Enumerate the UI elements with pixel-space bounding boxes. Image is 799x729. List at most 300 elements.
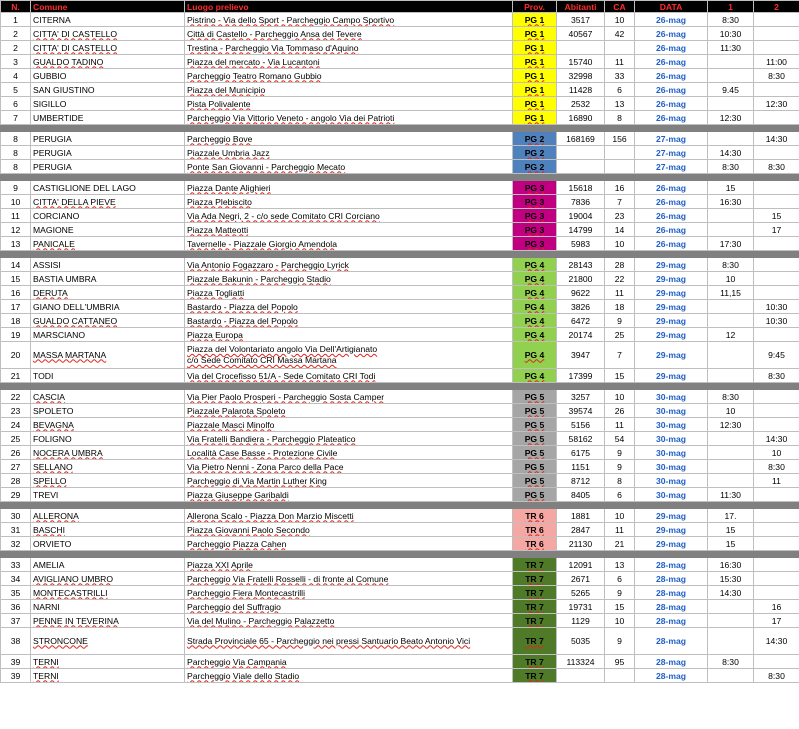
cell-n <box>1 628 31 655</box>
cell-prov-text: TR 7 <box>525 587 544 598</box>
cell-n-text: 16 <box>10 287 21 298</box>
col-header-prov: Prov. <box>513 1 557 13</box>
cell-data <box>635 160 708 174</box>
cell-comune-text: NARNI <box>33 601 60 612</box>
cell-comune <box>31 390 185 404</box>
cell-abitanti-text: 6175 <box>570 447 591 458</box>
cell-prov-text: PG 4 <box>524 273 545 284</box>
cell-n <box>1 69 31 83</box>
cell-ca <box>605 669 635 683</box>
cell-data-text: 28-mag <box>655 615 687 626</box>
cell-data-text: 26-mag <box>655 182 687 193</box>
cell-n-text: 3 <box>13 56 18 67</box>
cell-prov <box>513 146 557 160</box>
cell-abitanti-text: 15740 <box>568 56 593 67</box>
cell-luogo-text: Via Antonio Fogazzaro - Parcheggio Lyrick <box>187 259 349 270</box>
cell-n-text: 21 <box>10 370 21 381</box>
cell-prov <box>513 446 557 460</box>
cell-ca-text: 10 <box>614 510 625 521</box>
cell-time-1 <box>708 223 754 237</box>
cell-time-2-text: 11:00 <box>766 56 787 67</box>
table-row <box>1 55 799 69</box>
cell-prov-text: PG 5 <box>524 489 545 500</box>
cell-time-2 <box>754 237 799 251</box>
cell-luogo <box>185 404 513 418</box>
table-row <box>1 195 799 209</box>
cell-ca-text: 9 <box>617 447 622 458</box>
cell-data <box>635 669 708 683</box>
cell-luogo-text: Via del Crocefisso 51/A - Sede Comitato CRI Todi <box>187 370 376 381</box>
cell-comune-text: CASCIA <box>33 391 65 402</box>
cell-comune-text: ORVIETO <box>33 538 72 549</box>
cell-time-2 <box>754 55 799 69</box>
cell-abitanti-text: 3257 <box>570 391 591 402</box>
cell-time-2 <box>754 655 799 669</box>
cell-ca-text: 9 <box>617 587 622 598</box>
cell-ca <box>605 390 635 404</box>
cell-time-1 <box>708 97 754 111</box>
cell-abitanti-text: 19731 <box>568 601 593 612</box>
cell-time-1-text: 14:30 <box>719 147 742 158</box>
cell-time-1-text: 12 <box>725 329 736 340</box>
cell-data-text: 29-mag <box>655 524 687 535</box>
cell-prov <box>513 97 557 111</box>
cell-abitanti <box>557 111 605 125</box>
cell-data-text: 26-mag <box>655 112 687 123</box>
cell-time-1-text: 10 <box>725 273 736 284</box>
cell-ca <box>605 460 635 474</box>
cell-comune-text: CASTIGLIONE DEL LAGO <box>33 182 136 193</box>
cell-time-2-text: 8:30 <box>768 461 785 472</box>
table-row <box>1 300 799 314</box>
cell-n <box>1 488 31 502</box>
cell-ca-text: 14 <box>614 224 625 235</box>
cell-time-1-text: 15 <box>725 538 736 549</box>
table-row <box>1 600 799 614</box>
cell-time-1 <box>708 13 754 27</box>
cell-prov-text: PG 3 <box>524 224 545 235</box>
cell-time-2-text: 17 <box>771 615 782 626</box>
cell-ca <box>605 111 635 125</box>
cell-prov <box>513 132 557 146</box>
cell-comune-text: TERNI <box>33 670 59 681</box>
cell-time-1 <box>708 572 754 586</box>
cell-data <box>635 369 708 383</box>
cell-data-text: 28-mag <box>655 601 687 612</box>
cell-time-1-text: 11,15 <box>720 287 741 298</box>
cell-time-1-text: 11:30 <box>720 489 741 500</box>
cell-abitanti <box>557 418 605 432</box>
cell-data <box>635 572 708 586</box>
cell-abitanti <box>557 586 605 600</box>
cell-prov <box>513 342 557 369</box>
cell-comune <box>31 41 185 55</box>
table-row <box>1 41 799 55</box>
cell-abitanti-text: 5156 <box>570 419 591 430</box>
cell-ca-text: 13 <box>614 559 625 570</box>
table-row <box>1 69 799 83</box>
cell-n-text: 39 <box>10 656 21 667</box>
table-row <box>1 146 799 160</box>
cell-time-2-text: 8:30 <box>768 161 785 172</box>
cell-ca <box>605 328 635 342</box>
cell-prov <box>513 160 557 174</box>
cell-time-2-text: 14:30 <box>765 133 788 144</box>
table-body <box>1 13 799 683</box>
cell-comune <box>31 418 185 432</box>
col-header-comune: Comune <box>31 1 185 13</box>
cell-luogo <box>185 342 513 369</box>
cell-time-2 <box>754 614 799 628</box>
cell-ca <box>605 572 635 586</box>
cell-n-text: 38 <box>10 635 21 646</box>
table-row <box>1 572 799 586</box>
cell-abitanti-text: 15618 <box>568 182 593 193</box>
cell-data-text: 29-mag <box>655 329 687 340</box>
cell-abitanti <box>557 460 605 474</box>
cell-prov-text: PG 5 <box>524 461 545 472</box>
table-row <box>1 655 799 669</box>
cell-time-1 <box>708 369 754 383</box>
cell-abitanti <box>557 41 605 55</box>
cell-prov <box>513 390 557 404</box>
cell-n <box>1 446 31 460</box>
cell-time-1 <box>708 55 754 69</box>
cell-luogo <box>185 537 513 551</box>
cell-ca <box>605 628 635 655</box>
cell-abitanti <box>557 537 605 551</box>
cell-prov-text: PG 3 <box>524 182 545 193</box>
cell-abitanti <box>557 432 605 446</box>
cell-ca-text: 9 <box>617 461 622 472</box>
cell-time-1 <box>708 523 754 537</box>
cell-comune-text: SELLANO <box>33 461 73 472</box>
cell-abitanti <box>557 474 605 488</box>
cell-abitanti-text: 5035 <box>570 635 591 646</box>
cell-data-text: 26-mag <box>655 28 687 39</box>
cell-n <box>1 537 31 551</box>
cell-data-text: 27-mag <box>655 161 687 172</box>
cell-ca-text: 25 <box>614 329 625 340</box>
cell-abitanti <box>557 328 605 342</box>
cell-ca <box>605 83 635 97</box>
cell-abitanti <box>557 258 605 272</box>
cell-comune-text: BASCHI <box>33 524 65 535</box>
table-row <box>1 181 799 195</box>
cell-comune-text: SPOLETO <box>33 405 74 416</box>
table-row <box>1 83 799 97</box>
cell-luogo <box>185 614 513 628</box>
cell-abitanti-text: 113324 <box>566 656 595 667</box>
cell-ca-text: 10 <box>614 391 625 402</box>
cell-luogo <box>185 209 513 223</box>
col-header-2: 2 <box>754 1 799 13</box>
cell-abitanti-text: 8405 <box>570 489 591 500</box>
cell-prov <box>513 432 557 446</box>
cell-prov <box>513 258 557 272</box>
cell-ca <box>605 418 635 432</box>
cell-comune <box>31 69 185 83</box>
table-row <box>1 614 799 628</box>
cell-ca-text: 10 <box>614 238 625 249</box>
cell-n-text: 8 <box>13 133 18 144</box>
cell-time-1-text: 9.45 <box>722 84 739 95</box>
cell-luogo <box>185 55 513 69</box>
cell-time-1-text: 8:30 <box>722 259 739 270</box>
cell-comune <box>31 558 185 572</box>
cell-time-1 <box>708 474 754 488</box>
cell-prov <box>513 488 557 502</box>
cell-comune-text: MONTECASTRILLI <box>33 587 108 598</box>
cell-comune-text: CITTA' DI CASTELLO <box>33 42 118 53</box>
cell-n-text: 29 <box>10 489 21 500</box>
table-row <box>1 237 799 251</box>
cell-data-text: 30-mag <box>655 433 687 444</box>
cell-data-text: 27-mag <box>655 147 687 158</box>
cell-abitanti <box>557 404 605 418</box>
cell-n-text: 37 <box>10 615 21 626</box>
cell-data <box>635 132 708 146</box>
cell-time-1-text: 8:30 <box>722 656 739 667</box>
cell-time-2-text: 14:30 <box>765 635 788 646</box>
cell-prov-text: PG 4 <box>524 349 545 360</box>
cell-data <box>635 446 708 460</box>
cell-time-2 <box>754 13 799 27</box>
cell-comune-text: TODI <box>33 370 54 381</box>
table-row <box>1 286 799 300</box>
cell-n-text: 8 <box>13 161 18 172</box>
cell-prov <box>513 195 557 209</box>
cell-data <box>635 509 708 523</box>
cell-luogo-text: Parcheggio Via Campania <box>187 656 287 667</box>
cell-luogo <box>185 628 513 655</box>
cell-time-1 <box>708 181 754 195</box>
cell-time-2 <box>754 558 799 572</box>
cell-comune-text: TERNI <box>33 656 59 667</box>
cell-comune-text: GUBBIO <box>33 70 67 81</box>
cell-abitanti-text: 2671 <box>570 573 591 584</box>
cell-luogo-text: Piazza Matteotti <box>187 224 249 235</box>
cell-luogo <box>185 181 513 195</box>
cell-comune-text: TREVI <box>33 489 59 500</box>
cell-abitanti-text: 6472 <box>570 315 591 326</box>
cell-time-2 <box>754 181 799 195</box>
cell-time-2 <box>754 97 799 111</box>
table-row <box>1 328 799 342</box>
cell-data <box>635 537 708 551</box>
cell-ca-text: 23 <box>614 210 625 221</box>
cell-luogo-text: Tavernelle - Piazzale Giorgio Amendola <box>187 238 337 249</box>
cell-n <box>1 474 31 488</box>
cell-ca <box>605 342 635 369</box>
cell-abitanti-text: 1881 <box>570 510 591 521</box>
cell-luogo-text: Strada Provinciale 65 - Parcheggio nei pressi Santuario Beato Antonio Vici <box>187 635 471 646</box>
cell-ca <box>605 209 635 223</box>
cell-luogo-text: Piazza del mercato - Via Lucantoni <box>187 56 320 67</box>
cell-comune <box>31 655 185 669</box>
cell-data <box>635 195 708 209</box>
cell-abitanti-text: 3947 <box>570 349 591 360</box>
cell-n-text: 11 <box>11 210 20 221</box>
cell-comune <box>31 237 185 251</box>
cell-prov-text: PG 2 <box>524 161 545 172</box>
cell-ca-text: 13 <box>614 98 625 109</box>
table-row <box>1 488 799 502</box>
cell-data <box>635 97 708 111</box>
cell-ca <box>605 195 635 209</box>
cell-n <box>1 669 31 683</box>
cell-prov-text: PG 5 <box>524 475 545 486</box>
cell-comune-text: CITERNA <box>33 14 71 25</box>
cell-prov-text: PG 1 <box>524 84 545 95</box>
cell-comune-text: BASTIA UMBRA <box>33 273 97 284</box>
cell-abitanti <box>557 509 605 523</box>
cell-abitanti <box>557 69 605 83</box>
cell-data-text: 30-mag <box>655 405 687 416</box>
cell-luogo <box>185 432 513 446</box>
cell-n <box>1 258 31 272</box>
cell-luogo <box>185 446 513 460</box>
cell-prov-text: PG 1 <box>524 28 545 39</box>
cell-prov <box>513 41 557 55</box>
cell-ca-text: 21 <box>614 538 625 549</box>
cell-prov-text: PG 1 <box>524 42 545 53</box>
cell-comune-text: AMELIA <box>33 559 65 570</box>
cell-n <box>1 509 31 523</box>
cell-luogo-text: Città di Castello - Parcheggio Ansa del Tevere <box>187 28 362 39</box>
cell-comune <box>31 446 185 460</box>
cell-n-text: 10 <box>10 196 21 207</box>
cell-luogo-text: Piazzale Masci Minolfo <box>187 419 275 430</box>
cell-ca-text: 28 <box>614 259 625 270</box>
table-row <box>1 390 799 404</box>
cell-data-text: 29-mag <box>655 538 687 549</box>
cell-comune-text: GIANO DELL'UMBRIA <box>33 301 120 312</box>
cell-abitanti-text: 1151 <box>571 461 590 472</box>
cell-comune-text: FOLIGNO <box>33 433 72 444</box>
cell-prov <box>513 27 557 41</box>
cell-data-text: 26-mag <box>655 210 687 221</box>
cell-comune <box>31 209 185 223</box>
cell-time-1 <box>708 69 754 83</box>
cell-abitanti-text: 9622 <box>570 287 591 298</box>
cell-luogo <box>185 146 513 160</box>
cell-luogo <box>185 558 513 572</box>
cell-comune <box>31 600 185 614</box>
cell-abitanti <box>557 390 605 404</box>
cell-n-text: 23 <box>10 405 21 416</box>
cell-time-2 <box>754 460 799 474</box>
cell-data <box>635 600 708 614</box>
cell-time-2 <box>754 488 799 502</box>
cell-ca-text: 9 <box>617 315 622 326</box>
cell-n-text: 1 <box>13 14 18 25</box>
cell-ca-text: 8 <box>617 475 622 486</box>
cell-abitanti <box>557 209 605 223</box>
cell-abitanti-text: 2847 <box>570 524 591 535</box>
cell-n <box>1 404 31 418</box>
cell-comune <box>31 537 185 551</box>
cell-data <box>635 69 708 83</box>
cell-data-text: 30-mag <box>655 419 687 430</box>
cell-abitanti <box>557 132 605 146</box>
cell-comune <box>31 13 185 27</box>
cell-abitanti <box>557 13 605 27</box>
cell-luogo <box>185 195 513 209</box>
cell-luogo <box>185 523 513 537</box>
cell-data-text: 26-mag <box>655 238 687 249</box>
cell-abitanti-text: 14799 <box>568 224 593 235</box>
separator-cell <box>1 551 799 558</box>
cell-time-1 <box>708 614 754 628</box>
cell-comune-text: SAN GIUSTINO <box>33 84 95 95</box>
cell-prov-text: PG 4 <box>524 301 545 312</box>
cell-time-2 <box>754 27 799 41</box>
cell-luogo-text: Parcheggio Viale dello Stadio <box>187 670 300 681</box>
cell-time-1-text: 14:30 <box>719 587 742 598</box>
cell-n-text: 17 <box>10 301 21 312</box>
cell-abitanti <box>557 558 605 572</box>
cell-prov-text: PG 1 <box>524 112 545 123</box>
col-header-abitanti: Abitanti <box>557 1 605 13</box>
cell-prov-text: PG 1 <box>524 14 545 25</box>
cell-time-1-text: 10:30 <box>719 28 742 39</box>
cell-ca-text: 11 <box>615 419 624 430</box>
cell-time-1 <box>708 328 754 342</box>
cell-ca <box>605 27 635 41</box>
cell-comune-text: UMBERTIDE <box>33 112 84 123</box>
cell-comune <box>31 146 185 160</box>
cell-abitanti-text: 40567 <box>568 28 593 39</box>
separator-cell <box>1 383 799 390</box>
cell-abitanti <box>557 83 605 97</box>
cell-luogo <box>185 237 513 251</box>
cell-prov <box>513 655 557 669</box>
cell-time-1 <box>708 272 754 286</box>
cell-comune-text: MASSA MARTANA <box>33 349 107 360</box>
cell-prov <box>513 600 557 614</box>
cell-data-text: 28-mag <box>655 559 687 570</box>
cell-luogo-text: Parcheggio Piazza Cahen <box>187 538 287 549</box>
cell-ca <box>605 558 635 572</box>
cell-n <box>1 27 31 41</box>
cell-n-text: 2 <box>13 42 18 53</box>
cell-time-2 <box>754 146 799 160</box>
cell-time-2 <box>754 628 799 655</box>
cell-time-2 <box>754 160 799 174</box>
cell-comune <box>31 572 185 586</box>
cell-comune <box>31 460 185 474</box>
cell-luogo-text: Pista Polivalente <box>187 98 251 109</box>
cell-time-1 <box>708 446 754 460</box>
cell-luogo <box>185 509 513 523</box>
cell-comune-text: GUALDO CATTANEO <box>33 315 118 326</box>
cell-data <box>635 41 708 55</box>
cell-luogo <box>185 69 513 83</box>
cell-comune-text: PERUGIA <box>33 133 72 144</box>
cell-luogo-text: Parcheggio Teatro Romano Gubbio <box>187 70 322 81</box>
cell-n <box>1 111 31 125</box>
cell-time-1 <box>708 286 754 300</box>
cell-abitanti-text: 168169 <box>566 133 595 144</box>
cell-abitanti <box>557 488 605 502</box>
cell-data <box>635 272 708 286</box>
cell-time-1-text: 15 <box>725 182 736 193</box>
cell-comune <box>31 474 185 488</box>
cell-time-1-text: 8:30 <box>722 161 739 172</box>
cell-time-2 <box>754 328 799 342</box>
cell-n <box>1 655 31 669</box>
